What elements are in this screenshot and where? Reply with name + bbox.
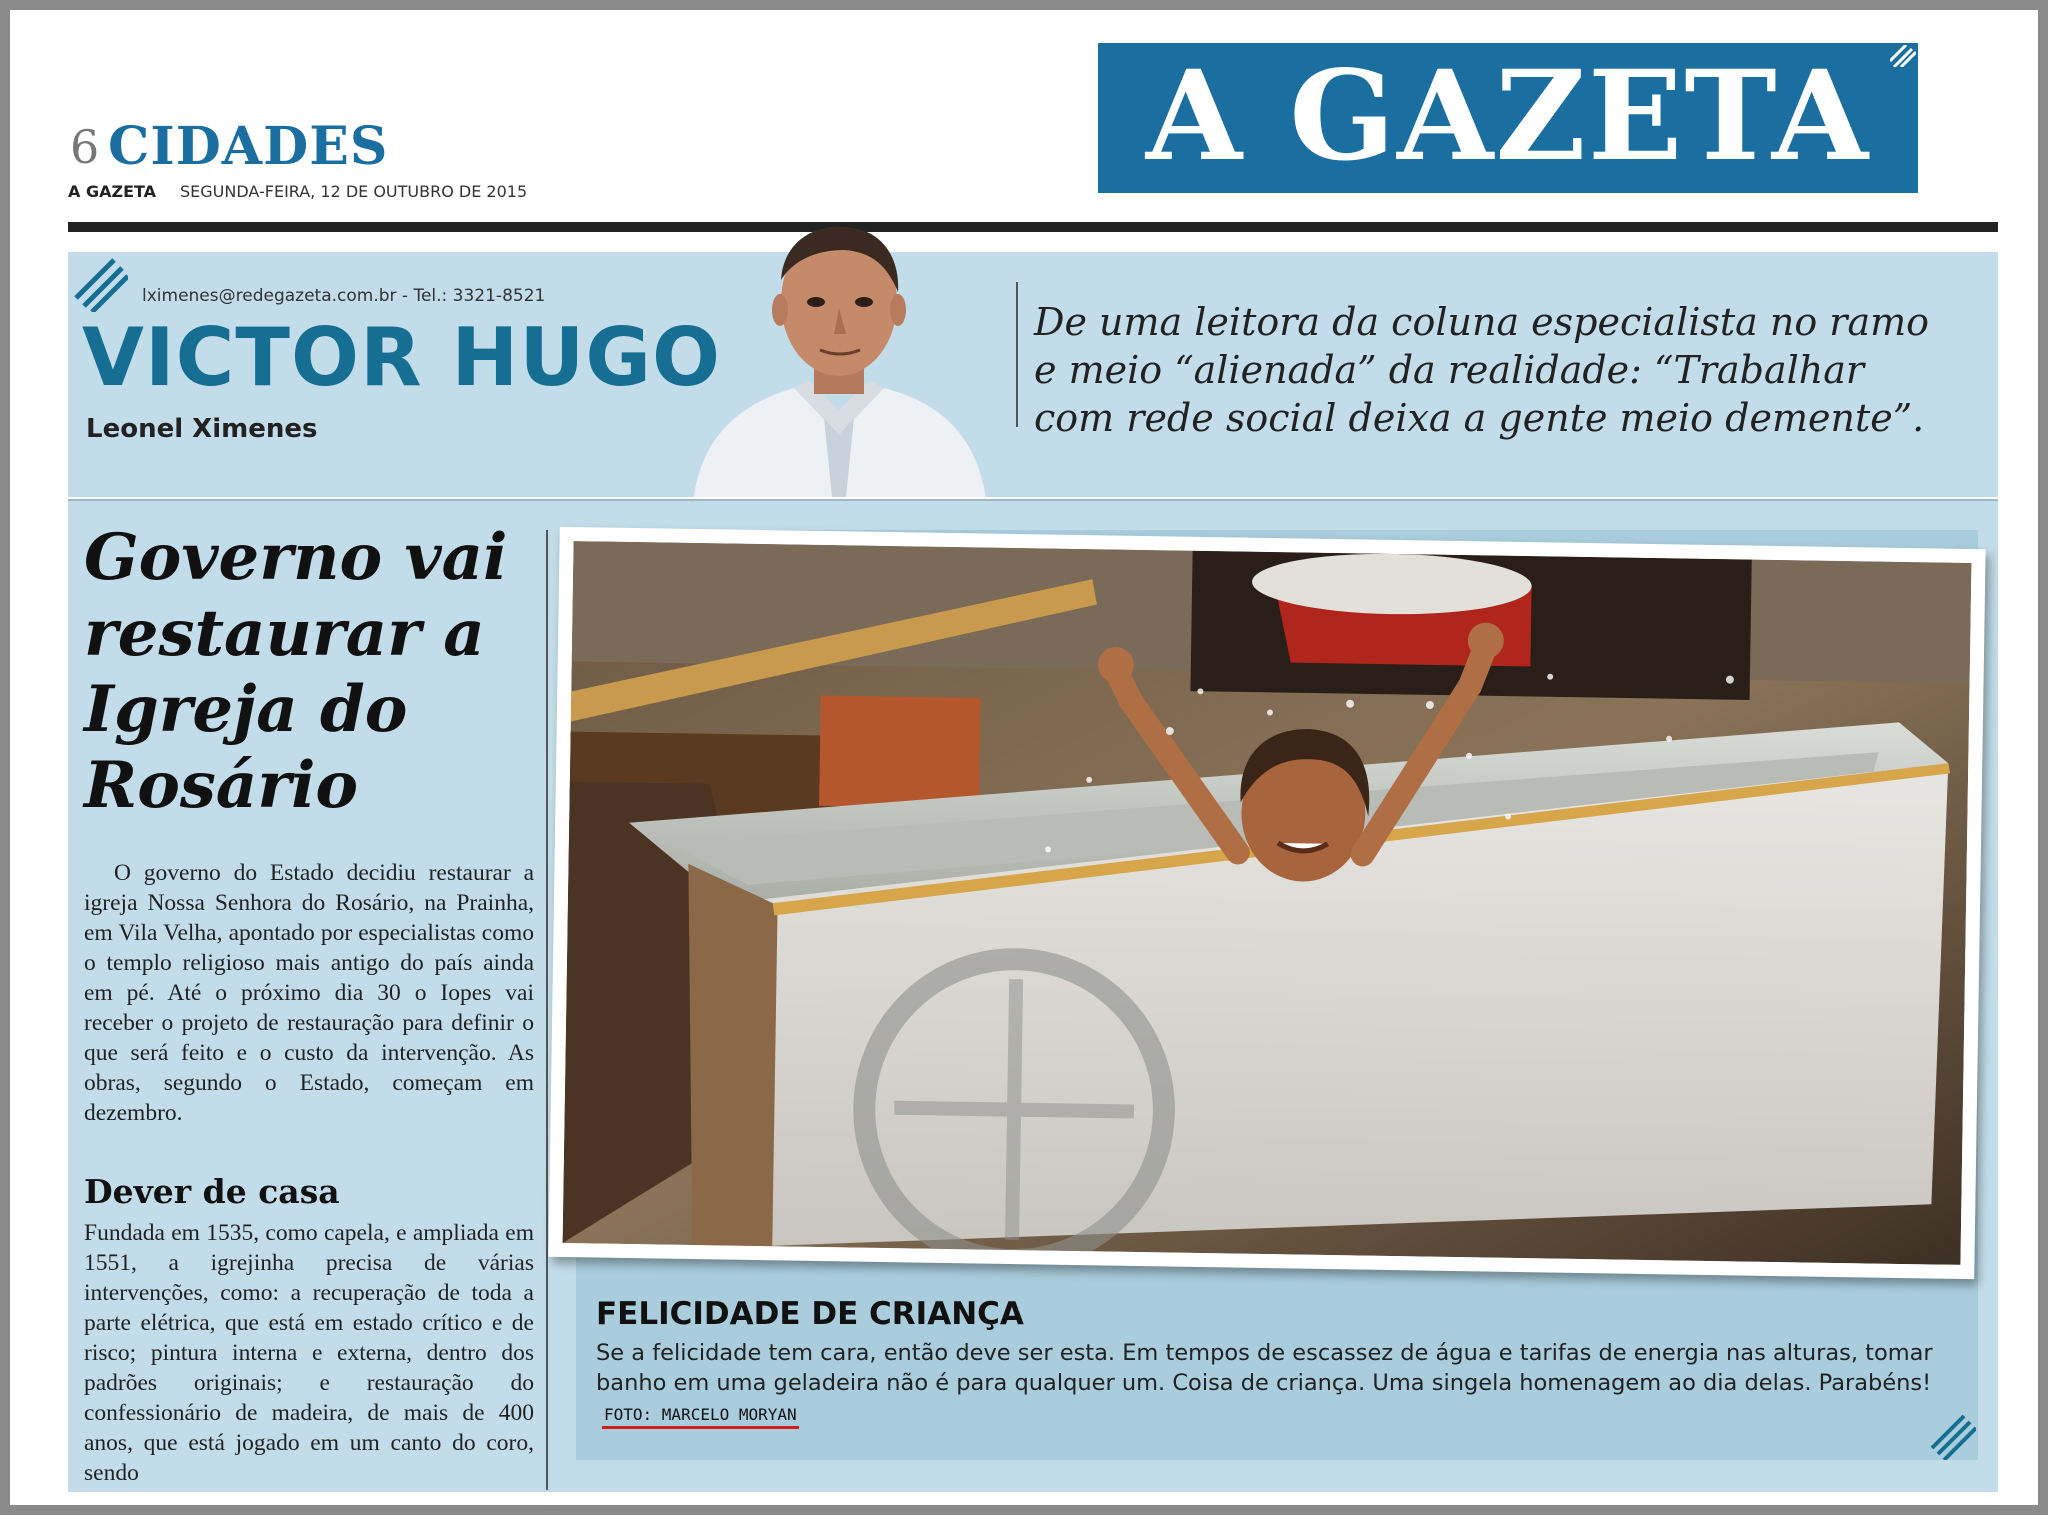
section-name: CIDADES (108, 116, 389, 177)
article-paragraph-1: O governo do Estado decidiu restaurar a igreja Nossa Senhora do Rosário, na Prainha, em Vila Velha, apontado por especialistas como o templo religioso mais antigo do país ainda em pé. Até o próximo dia 30 o Iopes vai receber o projeto de restauração para definir o que será feito e o custo da intervenção. As obras, segundo o Estado, começam em dezembro. (84, 860, 534, 1126)
article-subhead: Dever de casa (84, 1172, 340, 1211)
paper-name-small: A GAZETA (68, 182, 157, 201)
article-headline: Governo vai restaurar a Igreja do Rosário (84, 520, 508, 823)
photo-caption-text: Se a felicidade tem cara, então deve ser esta. Em tempos de escassez de água e tarifas de energia nas alturas, tomar banho em uma geladeira não é para qualquer um. Coisa de criança. Uma singela homenagem ao dia delas. Parabéns! (596, 1340, 1933, 1396)
column-stripes-icon (74, 258, 128, 312)
newspaper-page (10, 10, 2038, 1505)
photo-illustration (563, 541, 1972, 1265)
photo-credit: FOTO: MARCELO MORYAN (602, 1405, 799, 1429)
columnist-portrait (674, 210, 1004, 497)
logo-stripes-icon (1890, 45, 1916, 67)
column-quote: De uma leitora da coluna especialista no ramo e meio “alienada” da realidade: “Trabalhar com rede social deixa a gente meio demente”. (1034, 300, 1930, 440)
corner-stripes-icon (1930, 1414, 1976, 1460)
article-paragraph-2: Fundada em 1535, como capela, e ampliada em 1551, a igrejinha precisa de várias intervenções, como: a recuperação de toda a parte elétrica, que está em estado crítico e de risco; pintura interna e externa, dentro dos padrões originais; e restauração do confessionário de madeira, de mais de 400 anos, que está jogado em um canto do coro, sendo (84, 1220, 534, 1486)
news-photo (548, 527, 1985, 1279)
page-number: 6 (70, 120, 100, 174)
photo-caption-title: FELICIDADE DE CRIANÇA (596, 1296, 1024, 1332)
newspaper-logo (1098, 43, 1918, 193)
photo-caption (596, 1338, 1956, 1430)
column-header (68, 252, 1998, 497)
section-rule (68, 499, 1998, 501)
issue-date: SEGUNDA-FEIRA, 12 DE OUTUBRO DE 2015 (180, 182, 528, 201)
masthead-rule (68, 222, 1998, 232)
logo-text: A GAZETA (1145, 44, 1871, 189)
column-title: VICTOR HUGO (82, 311, 722, 404)
columnist-name: Leonel Ximenes (86, 414, 318, 444)
columnist-contact: lximenes@redegazeta.com.br - Tel.: 3321-8521 (142, 286, 546, 306)
column-divider (546, 530, 548, 1490)
quote-divider (1016, 282, 1018, 427)
